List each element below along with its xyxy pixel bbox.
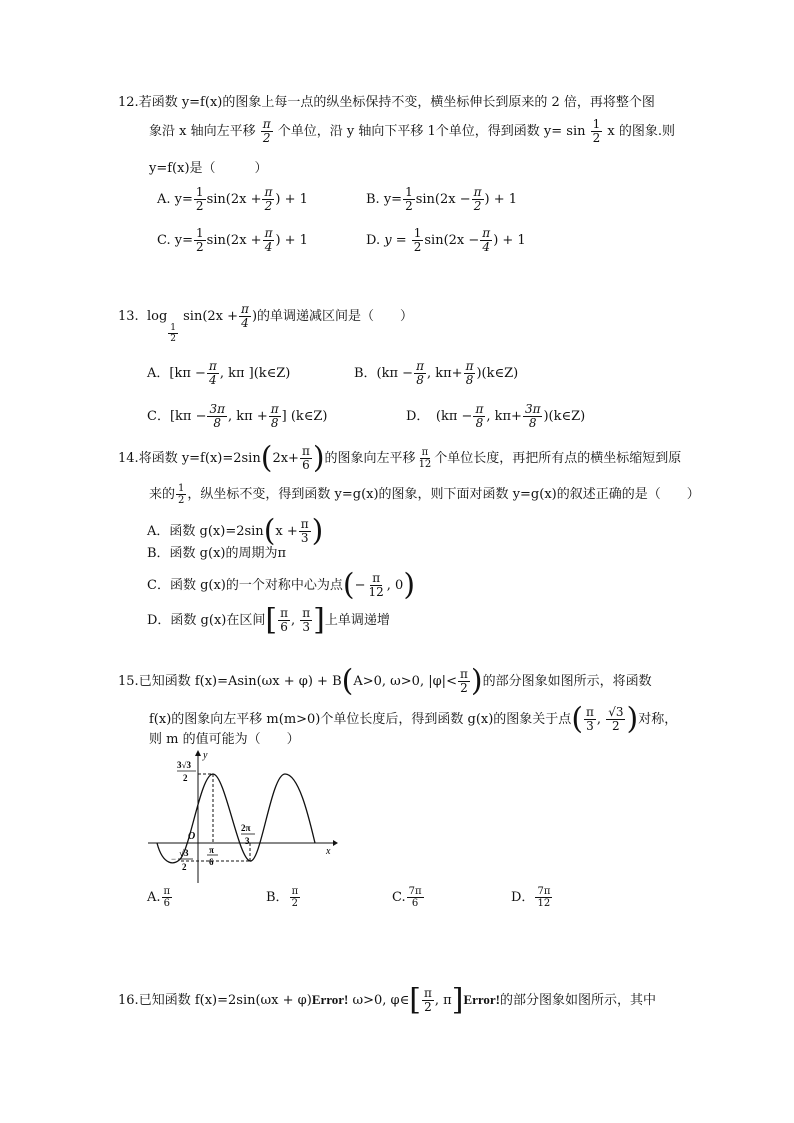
q14-number: 14. bbox=[118, 451, 139, 466]
q13-option-d[interactable]: D． (kπ − $\frac{\pi}{8}$ , kπ+ $\frac{3\pi}{8}$ )(k∈Z) bbox=[406, 402, 586, 430]
q16-line1: 16.已知函数 f(x)=2sin(ωx + φ)Error! ω>0, φ∈[ $\frac{\pi}{2}$ , π]Error!的部分图象如图所示，其中 bbox=[118, 982, 657, 1018]
q13-stem: 13. log $\frac{1}{2}$ sin(2x + $\frac{\pi}{4}$ )的单调递减区间是（ ） bbox=[118, 302, 414, 344]
q13-option-b[interactable]: B．(kπ − $\frac{\pi}{8}$ , kπ+ $\frac{\pi}{8}$ )(k∈Z) bbox=[354, 359, 519, 387]
error-marker-2: Error! bbox=[463, 992, 501, 1007]
fraction-1-over-2: $\frac{1}{2}$ bbox=[592, 117, 601, 145]
xtick-pi6-num: π bbox=[209, 845, 214, 855]
q12-line2 bbox=[149, 118, 675, 145]
q15-option-d[interactable]: D． $\frac{7\pi}{12}$ bbox=[511, 886, 551, 909]
q14-option-b[interactable]: B．函数 g(x)的周期为π bbox=[147, 546, 287, 561]
min-value-den: 2 bbox=[182, 862, 187, 872]
q15-line1: 15.已知函数 f(x)=Asin(ωx + φ) + B(A>0, ω>0, |φ|< $\frac{\pi}{2}$ )的部分图象如图所示，将函数 bbox=[118, 663, 652, 699]
q14-option-d[interactable]: D．函数 g(x)在区间[ $\frac{\pi}{6}$ , $\frac{\pi}{3}$ ]上单调递增 bbox=[147, 602, 390, 638]
q15-option-a[interactable]: A. $\frac{\pi}{6}$ bbox=[147, 886, 171, 909]
xtick-pi6-den: 6 bbox=[209, 857, 214, 867]
q12-text-line1: 若函数 y=f(x)的图象上每一点的纵坐标保持不变，横坐标伸长到原来的 2 倍，再将整个图 bbox=[138, 95, 655, 110]
q13-option-a[interactable]: A．[kπ − $\frac{\pi}{4}$ , kπ ](k∈Z) bbox=[147, 359, 291, 387]
q12-option-b[interactable]: B. y= $\frac{1}{2}$ sin(2x − $\frac{\pi}{2}$ ) + 1 bbox=[366, 185, 518, 213]
origin-label: O bbox=[188, 831, 196, 842]
error-marker-1: Error! bbox=[311, 992, 349, 1007]
xtick-2pi3-den: 3 bbox=[245, 836, 250, 846]
q15-option-b[interactable]: B． $\frac{\pi}{2}$ bbox=[266, 886, 299, 909]
q15-number: 15. bbox=[118, 674, 139, 689]
q15-line2: f(x)的图象向左平移 m(m>0)个单位长度后，得到函数 g(x)的图象关于点( $\frac{\pi}{3}$ , $\frac{√3}{2}$ )对称， bbox=[149, 701, 678, 737]
y-axis-arrow bbox=[195, 750, 201, 756]
q12-option-d[interactable]: D. y = $\frac{1}{2}$ sin(2x − $\frac{\pi}{4}$ ) + 1 bbox=[366, 226, 526, 254]
q14-option-c[interactable]: C．函数 g(x)的一个对称中心为点(− $\frac{\pi}{12}$ , 0) bbox=[147, 567, 416, 603]
q13-stem-a: sin(2x + bbox=[183, 309, 239, 324]
q12-text-line2c: x 的图象.则 bbox=[607, 124, 676, 139]
q13-number: 13. bbox=[118, 309, 139, 324]
q12-number: 12. bbox=[118, 95, 139, 110]
q12-text-line2b: 个单位，沿 y 轴向下平移 1个单位，得到函数 y= sin bbox=[277, 124, 586, 139]
q12-line3: y=f(x)是（ ） bbox=[149, 161, 268, 176]
fraction-pi-over-2: $\frac{\pi}{2}$ bbox=[262, 117, 271, 145]
q12-line1 bbox=[118, 94, 655, 112]
q12-option-a[interactable]: A. y= $\frac{1}{2}$ sin(2x + $\frac{\pi}{2}$ ) + 1 bbox=[157, 185, 308, 213]
min-value-sign: − bbox=[171, 854, 177, 864]
q15-function-graph bbox=[143, 748, 343, 888]
log-base-half: $\frac{1}{2}$ bbox=[170, 323, 176, 344]
q12-option-c[interactable]: C. y= $\frac{1}{2}$ sin(2x + $\frac{\pi}{4}$ ) + 1 bbox=[157, 226, 308, 254]
max-value-den: 2 bbox=[183, 773, 188, 783]
min-value-num: √3 bbox=[179, 848, 189, 858]
max-value-num: 3√3 bbox=[177, 760, 191, 770]
q15-option-c[interactable]: C. $\frac{7\pi}{6}$ bbox=[392, 886, 422, 909]
xtick-2pi3-num: 2π bbox=[241, 823, 251, 833]
q15-line3: 则 m 的值可能为（ ） bbox=[149, 732, 300, 747]
q13-stem-b: )的单调递减区间是（ ） bbox=[251, 309, 414, 324]
q16-number: 16. bbox=[118, 993, 139, 1008]
q12-text-line2a: 象沿 x 轴向左平移 bbox=[149, 124, 256, 139]
q14-line2: 来的 $\frac{1}{2}$ ，纵坐标不变，得到函数 y=g(x)的图象，则下面对函数 y=g(x)的叙述正确的是（ ） bbox=[149, 483, 700, 506]
x-axis-label: x bbox=[326, 846, 331, 857]
q13-option-c[interactable]: C．[kπ − $\frac{3\pi}{8}$ , kπ + $\frac{\pi}{8}$ ] (k∈Z) bbox=[147, 402, 328, 430]
q14-line1: 14.将函数 y=f(x)=2sin(2x+ $\frac{\pi}{6}$ )的图象向左平移 $\frac{\pi}{12}$ 个单位长度，再把所有点的横坐标缩短到原 bbox=[118, 440, 682, 476]
y-axis-label: y bbox=[203, 750, 208, 761]
x-axis-arrow bbox=[333, 840, 338, 846]
q14-option-a[interactable]: A．函数 g(x)=2sin(x + $\frac{\pi}{3}$ ) bbox=[147, 513, 324, 549]
log-symbol: log bbox=[146, 309, 168, 324]
